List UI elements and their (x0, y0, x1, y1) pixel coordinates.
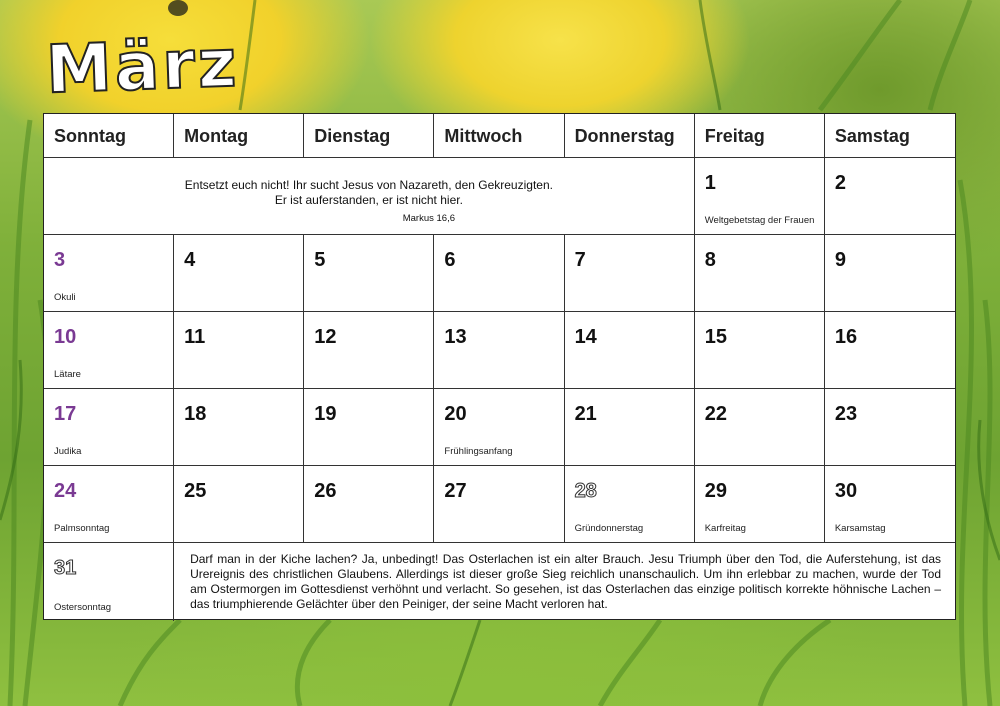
day-cell-14[interactable] (565, 312, 695, 389)
day-number: 25 (184, 480, 207, 502)
day-number: 5 (314, 249, 326, 271)
day-cell-30[interactable] (825, 466, 955, 543)
day-number: 17 (54, 403, 77, 425)
day-number: 22 (704, 403, 727, 425)
day-cell-11[interactable] (174, 312, 304, 389)
osterlachen-text: Darf man in der Kiche lachen? Ja, unbedingt! Das Osterlachen ist ein alter Brauch. Jesu Triumph über den Tod, die Auferstehung, ist das Urereignis des christlichen Glaubens. Allerdings ist dieser große Sieg reichlich unanschaulich. Um ihn erlebbar zu machen, wurde der Tod am Ostermorgen im Gottesdienst verhöhnt und verlacht. So gesehen, ist das Osterlachen das einzige politisch korrekte höhnische Lachen – das triumphierende Gelächter über den Peiniger, der seine Macht verloren hat. (190, 552, 941, 611)
day-number: 15 (704, 326, 727, 348)
day-number: 20 (444, 403, 467, 425)
day-cell-17[interactable] (44, 389, 174, 466)
day-number: 18 (184, 403, 207, 425)
day-cell-31[interactable] (44, 543, 174, 621)
day-cell-6[interactable] (434, 235, 564, 312)
day-cell-23[interactable] (825, 389, 955, 466)
day-cell-5[interactable] (304, 235, 434, 312)
day-note: Judika (54, 446, 82, 457)
week-row-2 (44, 235, 955, 312)
day-number: 26 (314, 480, 337, 502)
day-number: 3 (54, 249, 66, 271)
weekday-wednesday: Mittwoch (434, 114, 564, 158)
day-cell-9[interactable] (825, 235, 955, 312)
day-cell-29[interactable] (695, 466, 825, 543)
day-note: Karsamstag (834, 523, 886, 534)
weekday-header-row (44, 114, 955, 158)
day-cell-12[interactable] (304, 312, 434, 389)
day-number: 12 (314, 326, 337, 348)
calendar-grid (43, 113, 956, 620)
day-number: 28 (574, 480, 597, 502)
day-number: 16 (834, 326, 858, 348)
day-number: 30 (834, 480, 858, 502)
weekday-thursday: Donnerstag (565, 114, 695, 158)
day-number: 10 (54, 326, 77, 348)
month-title: März (44, 24, 241, 109)
week-row-4 (44, 389, 955, 466)
day-number: 6 (444, 249, 456, 271)
day-number: 1 (704, 172, 716, 194)
day-cell-8[interactable] (695, 235, 825, 312)
day-cell-1[interactable] (695, 158, 825, 235)
week-row-6 (44, 543, 955, 621)
day-note: Ostersonntag (54, 602, 112, 613)
day-cell-26[interactable] (304, 466, 434, 543)
day-cell-21[interactable] (565, 389, 695, 466)
day-number: 13 (444, 326, 467, 348)
day-cell-22[interactable] (695, 389, 825, 466)
day-cell-24[interactable] (44, 466, 174, 543)
verse-reference: Markus 16,6 (402, 213, 455, 224)
day-cell-19[interactable] (304, 389, 434, 466)
weekday-friday: Freitag (695, 114, 825, 158)
day-note: Weltgebetstag der Frauen (704, 215, 815, 226)
day-cell-25[interactable] (174, 466, 304, 543)
day-number: 21 (574, 403, 597, 425)
week-row-3 (44, 312, 955, 389)
week-row-1 (44, 158, 955, 235)
verse-line-2: Er ist auferstanden, er ist nicht hier. (274, 193, 463, 207)
day-cell-20[interactable] (434, 389, 564, 466)
day-number: 2 (834, 172, 846, 194)
day-note: Lätare (54, 369, 81, 380)
bible-verse (44, 158, 695, 235)
day-number: 31 (54, 557, 77, 579)
day-cell-2[interactable] (825, 158, 955, 235)
day-cell-4[interactable] (174, 235, 304, 312)
day-cell-7[interactable] (565, 235, 695, 312)
weekday-monday: Montag (174, 114, 304, 158)
day-note: Okuli (54, 292, 76, 303)
day-number: 24 (54, 480, 77, 502)
day-number: 9 (834, 249, 846, 271)
day-cell-18[interactable] (174, 389, 304, 466)
day-number: 27 (444, 480, 467, 502)
day-number: 7 (574, 249, 586, 271)
weekday-saturday: Samstag (825, 114, 955, 158)
day-number: 23 (834, 403, 858, 425)
week-row-5 (44, 466, 955, 543)
day-number: 8 (704, 249, 716, 271)
day-cell-15[interactable] (695, 312, 825, 389)
day-note: Gründonnerstag (574, 523, 644, 534)
day-note: Karfreitag (704, 523, 746, 534)
verse-line-1: Entsetzt euch nicht! Ihr sucht Jesus von Nazareth, den Gekreuzigten. (184, 178, 553, 192)
day-number: 4 (184, 249, 196, 271)
day-number: 29 (704, 480, 727, 502)
weekday-sunday: Sonntag (44, 114, 174, 158)
day-number: 14 (574, 326, 597, 348)
day-cell-16[interactable] (825, 312, 955, 389)
weekday-tuesday: Dienstag (304, 114, 434, 158)
day-note: Frühlingsanfang (444, 446, 513, 457)
day-number: 11 (184, 326, 206, 348)
day-cell-3[interactable] (44, 235, 174, 312)
day-cell-10[interactable] (44, 312, 174, 389)
day-cell-13[interactable] (434, 312, 564, 389)
day-cell-28[interactable] (565, 466, 695, 543)
day-note: Palmsonntag (54, 523, 110, 534)
day-cell-27[interactable] (434, 466, 564, 543)
day-number: 19 (314, 403, 337, 425)
